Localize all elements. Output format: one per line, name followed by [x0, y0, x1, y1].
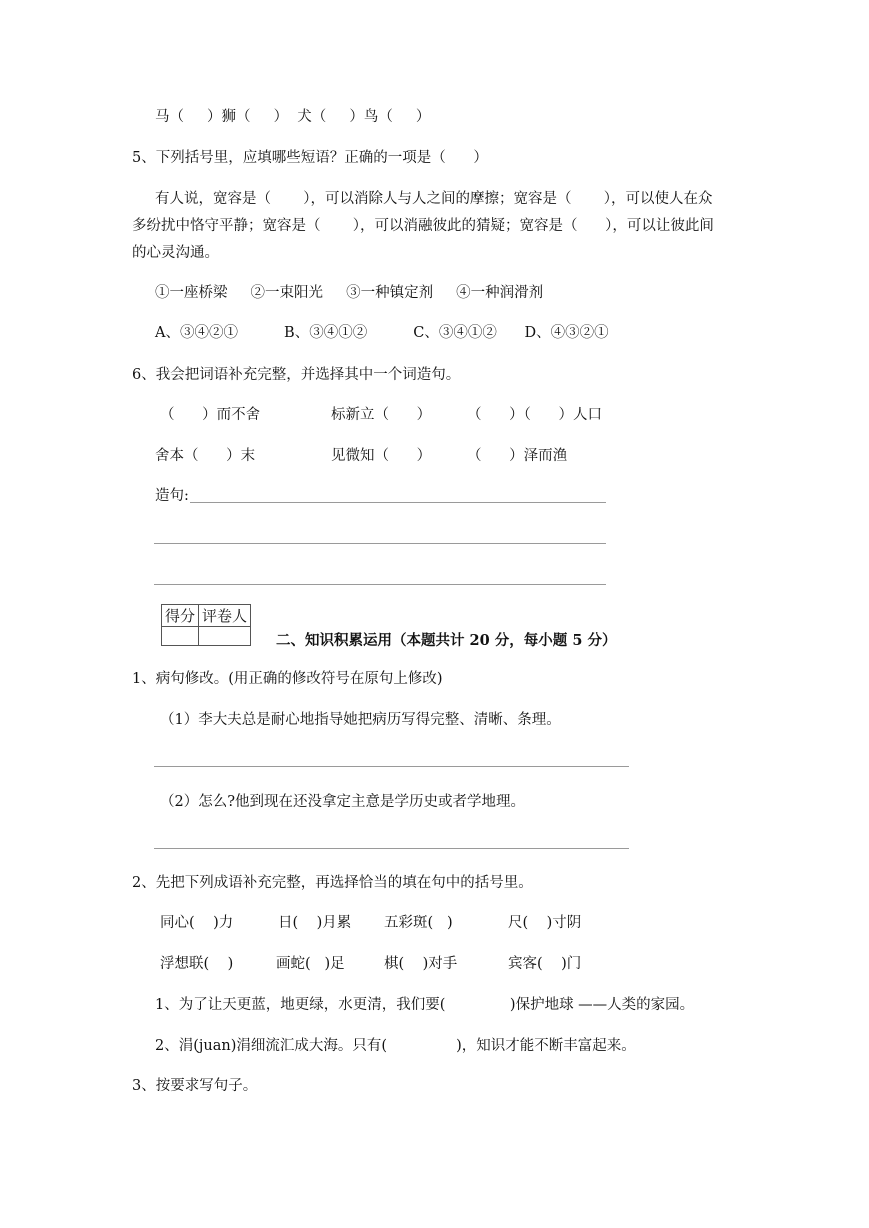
q6-word-blank: 舍本（ ）末 [155, 448, 256, 464]
s2q1-item-2: （2）怎么?他到现在还没拿定主意是学历史或者学地理。 [160, 794, 525, 810]
idiom-blank: 棋( )对手 [384, 956, 458, 972]
answer-line[interactable] [190, 502, 606, 503]
idiom-blank: 日( )月累 [278, 915, 352, 931]
idiom-blank: 五彩斑( ) [384, 915, 453, 931]
score-label: 得分 [162, 605, 199, 627]
score-cell[interactable] [162, 627, 199, 646]
q4-animals-line: 马（ ）狮（ ） 犬（ ）鸟（ ） [155, 109, 431, 125]
q6-word-blank: （ ）（ ）人口 [467, 407, 603, 423]
idiom-blank: 同心( )力 [160, 915, 234, 931]
q5-options: A、③④②① B、③④①② C、③④①② D、④③②① [155, 325, 609, 341]
score-box [161, 604, 251, 646]
q6-stem: 6、我会把词语补充完整，并选择其中一个词造句。 [132, 367, 461, 383]
q5-passage-line-3: 的心灵沟通。 [132, 245, 219, 261]
idiom-blank: 宾客( )门 [508, 956, 582, 972]
s2q2-sentence-1: 1、为了让天更蓝，地更绿，水更清，我们要( )保护地球 ——人类的家园。 [155, 997, 695, 1013]
grader-cell[interactable] [199, 627, 251, 646]
q5-stem: 5、下列括号里，应填哪些短语？正确的一项是（ ） [132, 150, 488, 166]
q6-word-blank: （ ）泽而渔 [467, 448, 568, 464]
q5-phrases: ①一座桥梁 ②一束阳光 ③一种镇定剂 ④一种润滑剂 [155, 285, 544, 301]
q5-passage-line-2: 多纷扰中恪守平静；宽容是（ ），可以消融彼此的猜疑；宽容是（ ），可以让彼此间 [132, 218, 714, 234]
s2q1-item-1: （1）李大夫总是耐心地指导她把病历写得完整、清晰、条理。 [160, 712, 561, 728]
q6-word-blank: 见微知（ ） [331, 448, 432, 464]
section-title: 二、知识积累运用（本题共计 20 分，每小题 5 分） [276, 632, 617, 649]
answer-line[interactable] [154, 766, 629, 767]
answer-line[interactable] [154, 848, 629, 849]
idiom-blank: 尺( )寸阴 [508, 915, 582, 931]
s2q3-stem: 3、按要求写句子。 [132, 1078, 258, 1094]
s2q1-stem: 1、病句修改。(用正确的修改符号在原句上修改) [132, 671, 443, 687]
q5-passage-line-1: 有人说，宽容是（ ），可以消除人与人之间的摩擦；宽容是（ ），可以使人在众 [155, 191, 713, 207]
s2q2-sentence-2: 2、涓(juan)涓细流汇成大海。只有( )，知识才能不断丰富起来。 [155, 1038, 636, 1054]
s2q2-stem: 2、先把下列成语补充完整，再选择恰当的填在句中的括号里。 [132, 875, 533, 891]
idiom-blank: 画蛇( )足 [276, 956, 345, 972]
answer-line[interactable] [154, 543, 606, 544]
q6-word-blank: （ ）而不舍 [160, 407, 261, 423]
make-sentence-label: 造句: [155, 488, 189, 504]
q6-word-blank: 标新立（ ） [331, 407, 432, 423]
answer-line[interactable] [154, 584, 606, 585]
idiom-blank: 浮想联( ) [160, 956, 234, 972]
grader-label: 评卷人 [199, 605, 251, 627]
